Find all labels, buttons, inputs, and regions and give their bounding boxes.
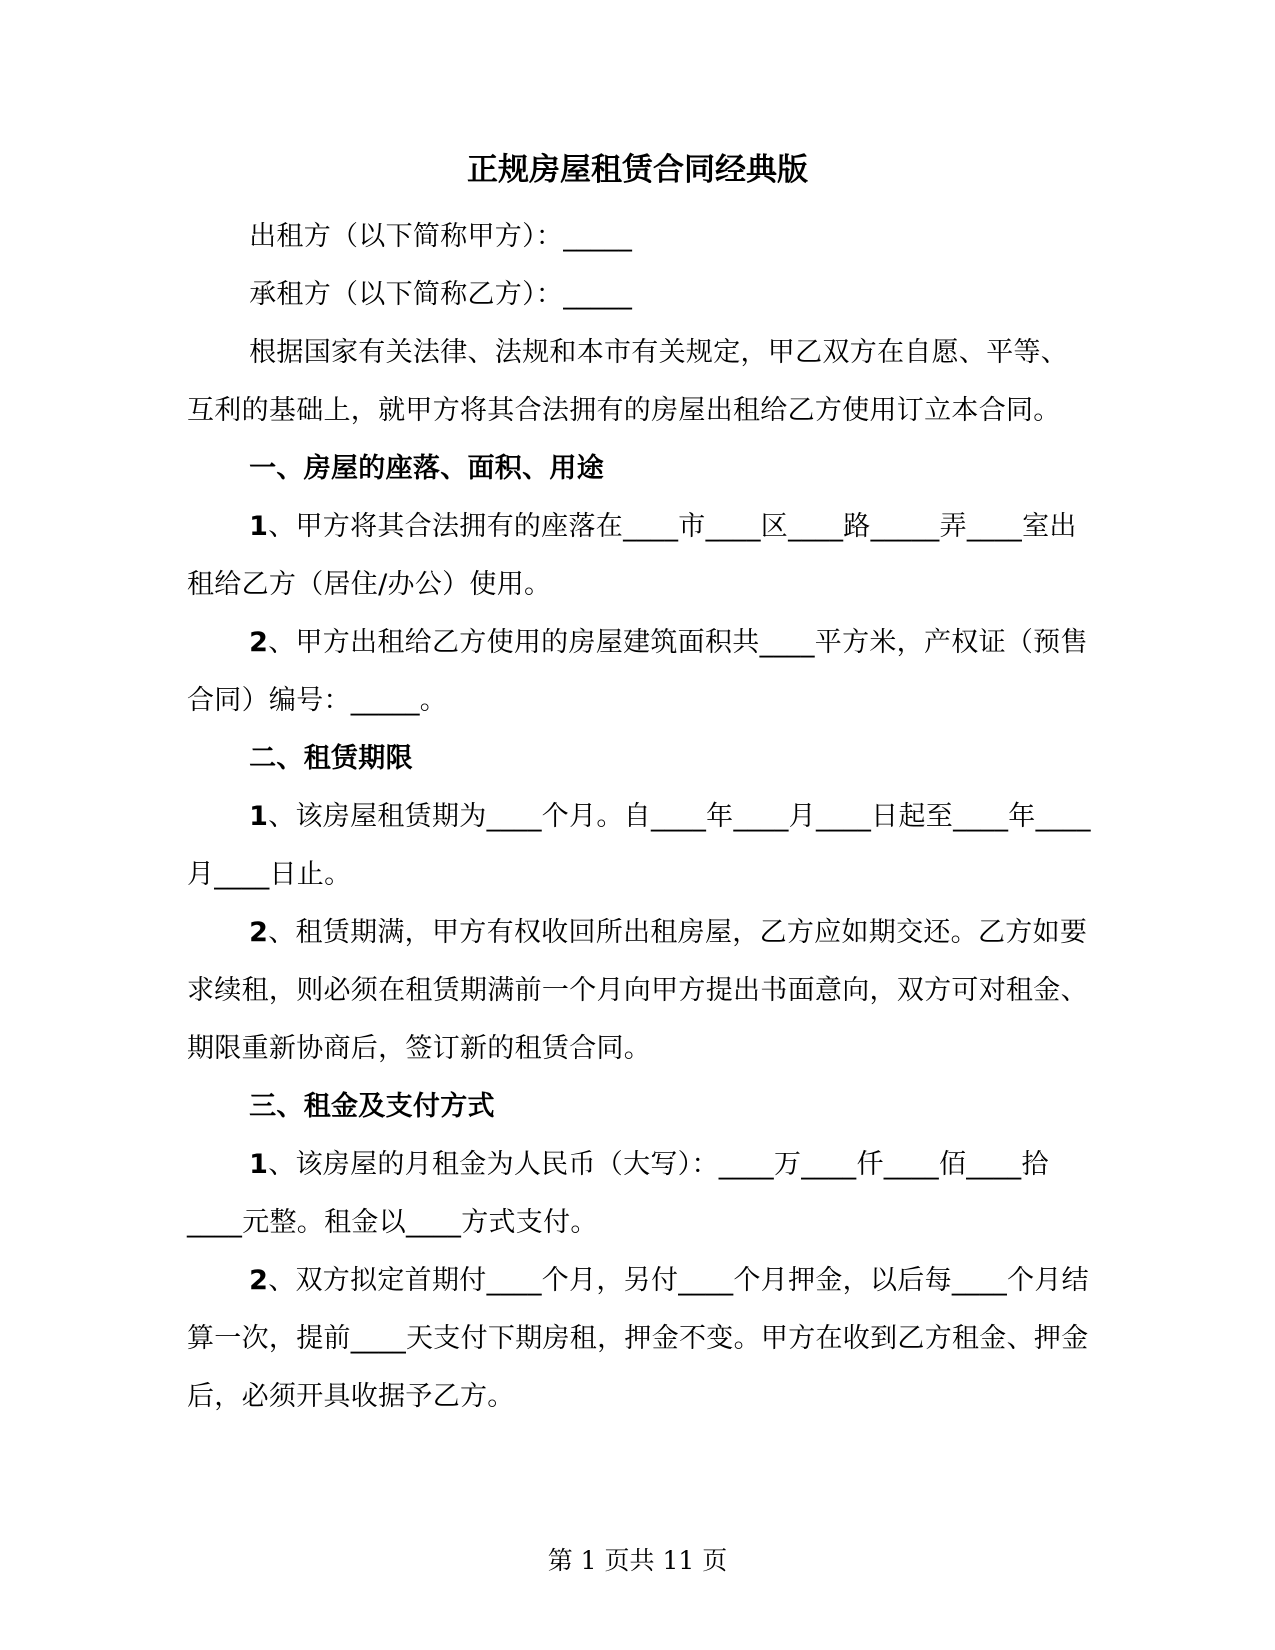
- clause-3-1: 1、该房屋的月租金为人民币（大写）：____万____仟____佰____拾____元整。租金以____方式支付。: [187, 1149, 1049, 1238]
- clause-number: 1: [249, 1149, 269, 1180]
- clause-number: 2: [249, 627, 269, 658]
- section-heading-2: 二、租赁期限: [249, 743, 413, 774]
- clause-number: 2: [249, 917, 269, 948]
- section-heading-3: 三、租金及支付方式: [249, 1091, 495, 1122]
- clause-2-1: 1、该房屋租赁期为____个月。自____年____月____日起至____年____月____日止。: [187, 801, 1091, 890]
- section-heading-1: 一、房屋的座落、面积、用途: [249, 453, 604, 484]
- clause-1-1: 1、甲方将其合法拥有的座落在____市____区____路_____弄____室出租给乙方（居住/办公）使用。: [187, 511, 1077, 600]
- clause-1-2: 2、甲方出租给乙方使用的房屋建筑面积共____平方米，产权证（预售合同）编号：_____。: [187, 627, 1088, 716]
- clause-number: 2: [249, 1265, 269, 1296]
- document-title: 正规房屋租赁合同经典版: [467, 152, 808, 188]
- paragraph-lessee: 承租方（以下简称乙方）：_____: [249, 279, 633, 310]
- document-body: [187, 208, 1092, 1426]
- page-footer: 第 1 页共 11 页: [547, 1546, 728, 1575]
- paragraph-lessor: 出租方（以下简称甲方）：_____: [249, 221, 633, 252]
- clause-number: 1: [249, 801, 269, 832]
- clause-number: 1: [249, 511, 269, 542]
- clause-2-2: 2、租赁期满，甲方有权收回所出租房屋，乙方应如期交还。乙方如要求续租，则必须在租赁期满前一个月向甲方提出书面意向，双方可对租金、期限重新协商后，签订新的租赁合同。: [187, 917, 1088, 1064]
- paragraph-preamble: 根据国家有关法律、法规和本市有关规定，甲乙双方在自愿、平等、互利的基础上，就甲方将其合法拥有的房屋出租给乙方使用订立本合同。: [187, 337, 1069, 426]
- clause-3-2: 2、双方拟定首期付____个月，另付____个月押金，以后每____个月结算一次，提前____天支付下期房租，押金不变。甲方在收到乙方租金、押金后，必须开具收据予乙方。: [187, 1265, 1089, 1412]
